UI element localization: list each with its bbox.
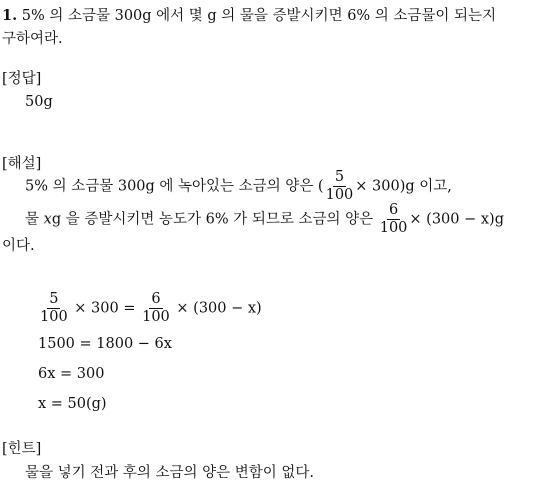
fraction-5-over-100: $\frac{5}{100}$: [325, 169, 354, 204]
equation-3: 6x = 300: [38, 366, 105, 382]
answer-label: [정답]: [2, 71, 42, 87]
hint-text: 물을 넣기 전과 후의 소금의 양은 변함이 없다.: [25, 465, 314, 481]
solution-line2: 물 xg 을 증발시키면 농도가 6% 가 되므로 소금의 양은 $\frac{6}{100}$ × (300 − x)g: [25, 202, 504, 237]
eq1-fraction-5-over-100: $\frac{5}{100}$: [40, 291, 68, 326]
answer-value: 50g: [25, 94, 53, 110]
eq1-fraction-6-over-100: $\frac{6}{100}$: [142, 291, 170, 326]
solution-line1-text: 5% 의 소금물 300g 에 녹아있는 소금의 양은 (: [25, 178, 324, 195]
fraction-6-over-100: $\frac{6}{100}$: [379, 202, 408, 237]
solution-line2-tail: × (300 − x)g: [409, 211, 504, 228]
problem-text-line1: 5% 의 소금물 300g 에서 몇 g 의 물을 증발시키면 6% 의 소금물이 되는지: [21, 8, 497, 24]
problem-text-line2: 구하여라.: [2, 31, 63, 47]
problem-number: 1.: [2, 7, 18, 24]
problem-statement-line1: [2, 4, 496, 25]
equation-2: 1500 = 1800 − 6x: [38, 336, 172, 352]
equation-4: x = 50(g): [38, 396, 107, 412]
solution-line1-tail: × 300)g 이고,: [355, 178, 452, 195]
solution-label: [해설]: [2, 156, 42, 172]
hint-label: [힌트]: [2, 441, 42, 457]
variable-x: x: [43, 211, 52, 228]
solution-line3: 이다.: [2, 238, 35, 254]
equation-1: $\frac{5}{100}$ × 300 = $\frac{6}{100}$ × (300 − x): [40, 291, 262, 326]
solution-line1: [25, 170, 452, 203]
